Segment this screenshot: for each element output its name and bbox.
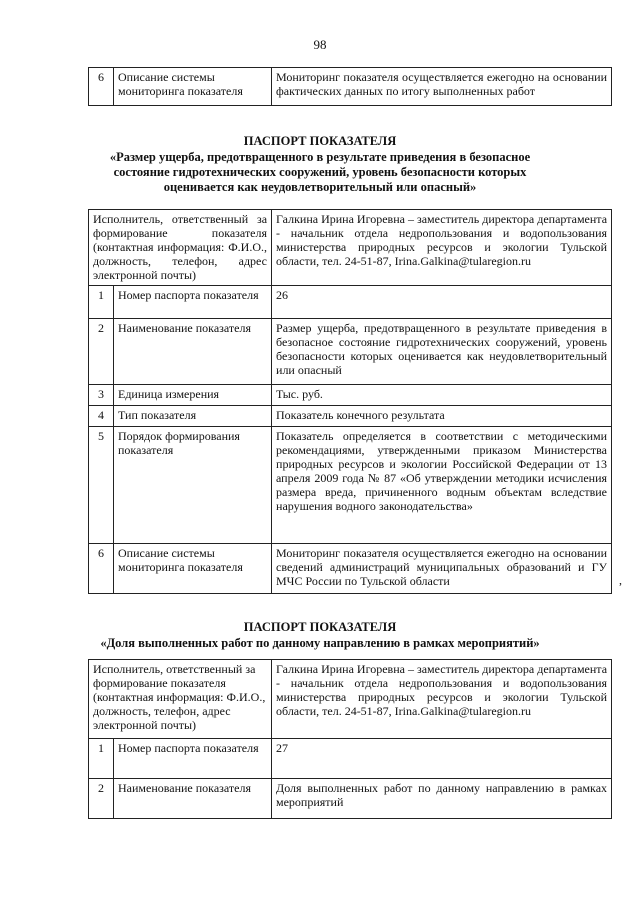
row-value: Доля выполненных работ по данному направлению в рамках мероприятий (272, 779, 612, 819)
row-label: Описание системы мониторинга показателя (114, 544, 272, 594)
stray-mark: , (619, 573, 622, 587)
row-value: Тыс. руб. (272, 385, 612, 406)
row-value: Показатель определяется в соответствии с методическими рекомендациями, утвержденными приказом Министерства природных ресурсов и экологии Российской Федерации от 13 апреля 2009 года № 87 «Об утверждении методики исчисления размера вреда, причиненного водным объектам вследствие нарушения водного законодательства» (272, 427, 612, 544)
row-label: Порядок формирования показателя (114, 427, 272, 544)
row-label: Номер паспорта показателя (114, 739, 272, 779)
passport-1-subtitle: «Размер ущерба, предотвращенного в результате приведения в безопасное состояние гидротехнических сооружений, уровень безопасности которых оценивается как неудовлетворительный или опасный» (109, 150, 531, 194)
row-value: Мониторинг показателя осуществляется ежегодно на основании фактических данных по итогу выполненных работ (272, 68, 612, 106)
row-label: Тип показателя (114, 406, 272, 427)
executor-label: Исполнитель, ответственный за формирование показателя (контактная информация: Ф.И.О., должность, телефон, адрес электронной почты) (89, 660, 272, 739)
row-label: Описание системы мониторинга показателя (114, 68, 272, 106)
executor-value: Галкина Ирина Игоревна – заместитель директора департамента - начальник отдела недропользования и водопользования министерства природных ресурсов и экологии Тульской области, тел. 24-51-87, Irina.Galkina@tularegion.ru (272, 210, 612, 286)
row-number: 3 (89, 385, 114, 406)
row-value: 27 (272, 739, 612, 779)
passport-2-heading: ПАСПОРТ ПОКАЗАТЕЛЯ (243, 620, 397, 634)
row-value: Мониторинг показателя осуществляется ежегодно на основании сведений администраций муниципальных образований и ГУ МЧС России по Тульской области (272, 544, 612, 594)
table-row (89, 739, 612, 779)
passport-1-heading: ПАСПОРТ ПОКАЗАТЕЛЯ (243, 134, 397, 148)
passport-2-table (88, 659, 612, 819)
table-row (89, 544, 612, 594)
table-row (89, 385, 612, 406)
row-number: 4 (89, 406, 114, 427)
executor-label: Исполнитель, ответственный за формирование показателя (контактная информация: Ф.И.О., должность, телефон, адрес электронной почты) (89, 210, 272, 286)
row-label: Единица измерения (114, 385, 272, 406)
row-number: 5 (89, 427, 114, 544)
row-number: 1 (89, 739, 114, 779)
page-number: 98 (313, 37, 327, 52)
row-label: Номер паспорта показателя (114, 286, 272, 319)
row-number: 1 (89, 286, 114, 319)
executor-row (89, 660, 612, 739)
table-row (89, 319, 612, 385)
row-value: Размер ущерба, предотвращенного в результате приведения в безопасное состояние гидротехнических сооружений, уровень безопасности которых оценивается как неудовлетворительный или опасный (272, 319, 612, 385)
executor-row (89, 210, 612, 286)
passport-1-table (88, 209, 612, 594)
table-row (89, 779, 612, 819)
row-value: Показатель конечного результата (272, 406, 612, 427)
row-value: 26 (272, 286, 612, 319)
table-row (89, 406, 612, 427)
row-number: 6 (89, 68, 114, 106)
passport-2-subtitle: «Доля выполненных работ по данному направлению в рамках мероприятий» (100, 636, 540, 650)
row-label: Наименование показателя (114, 779, 272, 819)
table-row (89, 427, 612, 544)
row-number: 6 (89, 544, 114, 594)
row-number: 2 (89, 319, 114, 385)
table-row (89, 68, 612, 106)
row-label: Наименование показателя (114, 319, 272, 385)
executor-value: Галкина Ирина Игоревна – заместитель директора департамента - начальник отдела недропользования и водопользования министерства природных ресурсов и экологии Тульской области, тел. 24-51-87, Irina.Galkina@tularegion.ru (272, 660, 612, 739)
table-row (89, 286, 612, 319)
continuation-table (88, 67, 612, 106)
row-number: 2 (89, 779, 114, 819)
